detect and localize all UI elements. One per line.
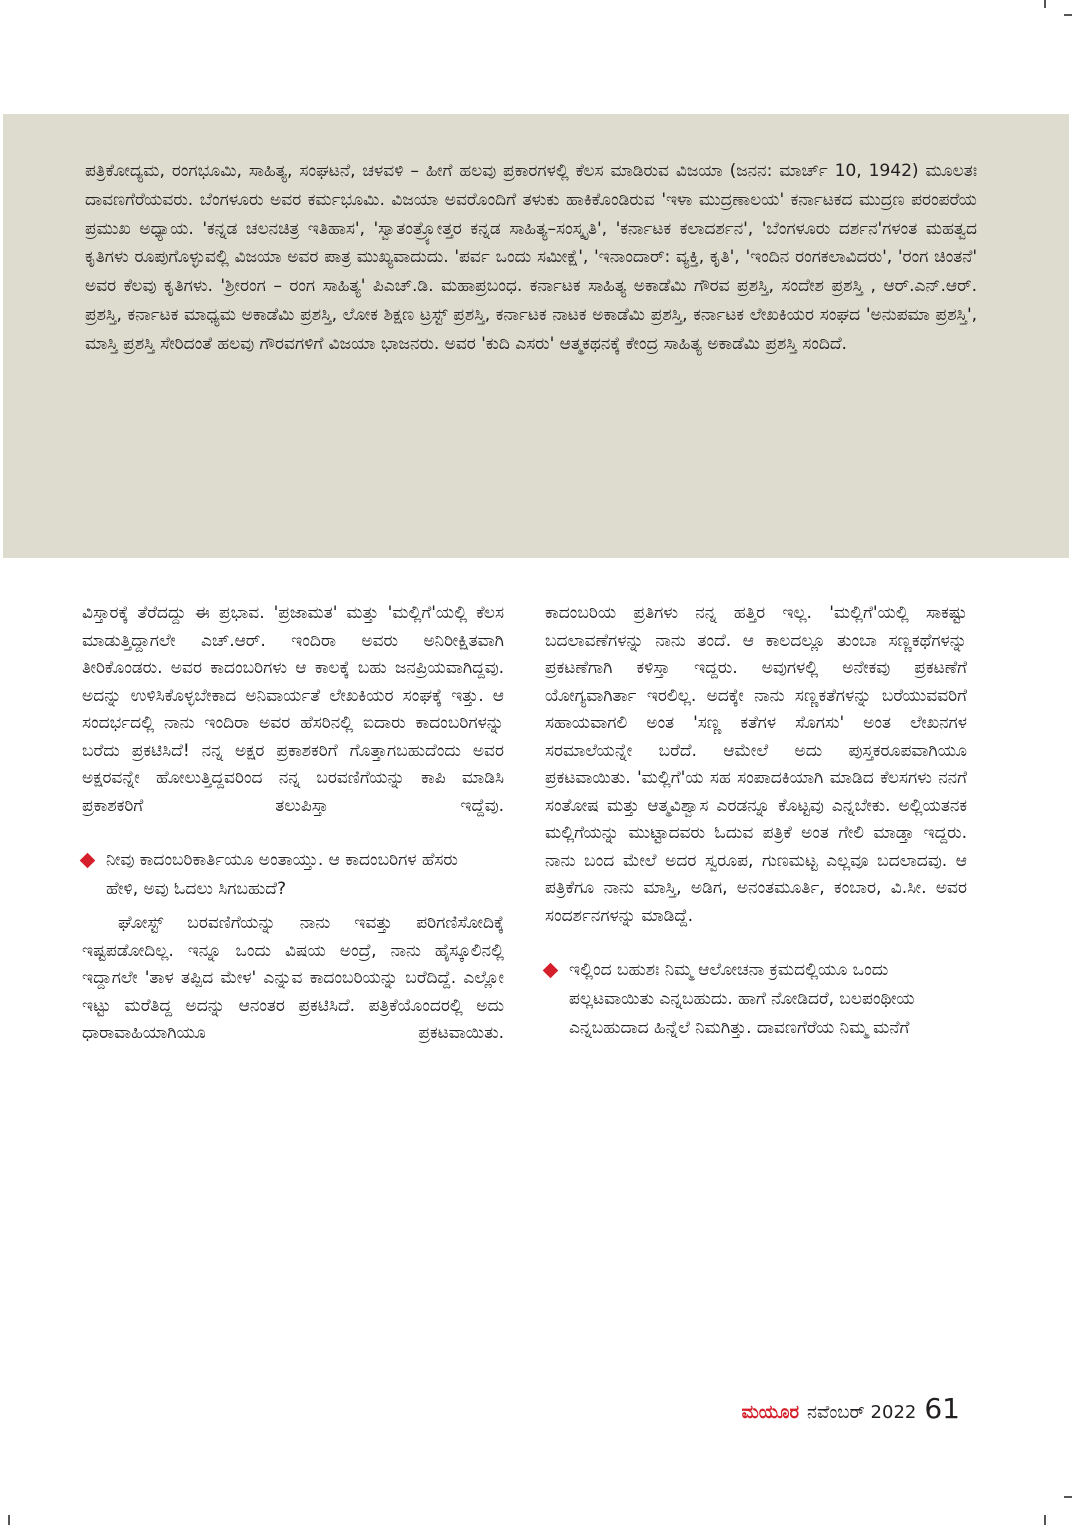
crop-mark <box>1064 14 1072 16</box>
page-number: 61 <box>924 1392 960 1425</box>
crop-mark <box>1044 1515 1046 1525</box>
bio-box <box>3 114 1069 558</box>
page-footer <box>724 1392 960 1432</box>
crop-mark <box>1064 1496 1072 1498</box>
left-column <box>82 600 504 1048</box>
crop-mark <box>1044 0 1046 8</box>
body-paragraph: ವಿಸ್ತಾರಕ್ಕೆ ತೆರೆದದ್ದು ಈ ಪ್ರಭಾವ. 'ಪ್ರಜಾಮತ' ಮತ್ತು 'ಮಲ್ಲಿಗೆ'ಯಲ್ಲಿ ಕೆಲಸ ಮಾಡುತ್ತಿದ್ದಾಗಲೇ ಎಚ್.ಆರ್. ಇಂದಿರಾ ಅವರು ಅನಿರೀಕ್ಷಿತವಾಗಿ ತೀರಿಕೊಂಡರು. ಅವರ ಕಾದಂಬರಿಗಳು ಆ ಕಾಲಕ್ಕೆ ಬಹು ಜನಪ್ರಿಯವಾಗಿದ್ದವು. ಅದನ್ನು ಉಳಿಸಿಕೊಳ್ಳಬೇಕಾದ ಅನಿವಾರ್ಯತೆ ಲೇಖಕಿಯರ ಸಂಘಕ್ಕೆ ಇತ್ತು. ಆ ಸಂದರ್ಭದಲ್ಲಿ ನಾನು ಇಂದಿರಾ ಅವರ ಹೆಸರಿನಲ್ಲಿ ಐದಾರು ಕಾದಂಬರಿಗಳನ್ನು ಬರೆದು ಪ್ರಕಟಿಸಿದೆ! ನನ್ನ ಅಕ್ಷರ ಪ್ರಕಾಶಕರಿಗೆ ಗೊತ್ತಾಗಬಹುದೆಂದು ಅವರ ಅಕ್ಷರವನ್ನೇ ಹೋಲುತ್ತಿದ್ದವರಿಂದ ನನ್ನ ಬರವಣಿಗೆಯನ್ನು ಕಾಪಿ ಮಾಡಿಸಿ ಪ್ರಕಾಶಕರಿಗೆ ತಲುಪಿಸ್ತಾ ಇದ್ದೆವು. <box>82 603 504 816</box>
diamond-bullet-icon <box>80 853 96 869</box>
body-paragraph: ಘೋಸ್ಟ್ ಬರವಣಿಗೆಯನ್ನು ನಾನು ಇವತ್ತು ಪರಿಗಣಿಸೋದಿಕ್ಕೆ ಇಷ್ಟಪಡೋದಿಲ್ಲ. ಇನ್ನೂ ಒಂದು ವಿಷಯ ಅಂದ್ರೆ, ನಾನು ಹೈಸ್ಕೂಲಿನಲ್ಲಿ ಇದ್ದಾಗಲೇ 'ತಾಳ ತಪ್ಪಿದ ಮೇಳ' ಎನ್ನುವ ಕಾದಂಬರಿಯನ್ನು ಬರೆದಿದ್ದೆ. ಎಲ್ಲೋ ಇಟ್ಟು ಮರೆತಿದ್ದ ಅದನ್ನು ಆನಂತರ ಪ್ರಕಟಿಸಿದೆ. ಪತ್ರಿಕೆಯೊಂದರಲ್ಲಿ ಅದು ಧಾರಾವಾಹಿಯಾಗಿಯೂ ಪ್ರಕಟವಾಯಿತು. <box>82 913 504 1043</box>
question-text: ಇಲ್ಲಿಂದ ಬಹುಶಃ ನಿಮ್ಮ ಆಲೋಚನಾ ಕ್ರಮದಲ್ಲಿಯೂ ಒಂದು ಪಲ್ಲಟವಾಯಿತು ಎನ್ನಬಹುದು. ಹಾಗೆ ನೋಡಿದರೆ, ಬಲಪಂಥೀಯ ಎನ್ನಬಹುದಾದ ಹಿನ್ನೆಲೆ ನಿಮಗಿತ್ತು. ದಾವಣಗೆರೆಯ ನಿಮ್ಮ ಮನೆಗೆ <box>569 960 915 1038</box>
interview-question <box>82 846 504 904</box>
question-text: ನೀವು ಕಾದಂಬರಿಕಾರ್ತಿಯೂ ಅಂತಾಯ್ತು. ಆ ಕಾದಂಬರಿಗಳ ಹೆಸರು ಹೇಳಿ, ಅವು ಓದಲು ಸಿಗಬಹುದೆ? <box>106 850 458 899</box>
interview-question <box>545 956 967 1043</box>
diamond-bullet-icon <box>543 963 559 979</box>
right-column <box>545 600 967 1049</box>
crop-mark <box>8 1515 10 1525</box>
body-paragraph: ಕಾದಂಬರಿಯ ಪ್ರತಿಗಳು ನನ್ನ ಹತ್ತಿರ ಇಲ್ಲ. 'ಮಲ್ಲಿಗೆ'ಯಲ್ಲಿ ಸಾಕಷ್ಟು ಬದಲಾವಣೆಗಳನ್ನು ನಾನು ತಂದೆ. ಆ ಕಾಲದಲ್ಲೂ ತುಂಬಾ ಸಣ್ಣಕಥೆಗಳನ್ನು ಪ್ರಕಟಣೆಗಾಗಿ ಕಳಿಸ್ತಾ ಇದ್ದರು. ಅವುಗಳಲ್ಲಿ ಅನೇಕವು ಪ್ರಕಟಣೆಗೆ ಯೋಗ್ಯವಾಗಿರ್ತಾ ಇರಲಿಲ್ಲ. ಅದಕ್ಕೇ ನಾನು ಸಣ್ಣಕತೆಗಳನ್ನು ಬರೆಯುವವರಿಗೆ ಸಹಾಯವಾಗಲಿ ಅಂತ 'ಸಣ್ಣ ಕತೆಗಳ ಸೊಗಸು' ಅಂತ ಲೇಖನಗಳ ಸರಮಾಲೆಯನ್ನೇ ಬರೆದೆ. ಆಮೇಲೆ ಅದು ಪುಸ್ತಕರೂಪವಾಗಿಯೂ ಪ್ರಕಟವಾಯಿತು. 'ಮಲ್ಲಿಗೆ'ಯ ಸಹ ಸಂಪಾದಕಿಯಾಗಿ ಮಾಡಿದ ಕೆಲಸಗಳು ನನಗೆ ಸಂತೋಷ ಮತ್ತು ಆತ್ಮವಿಶ್ವಾಸ ಎರಡನ್ನೂ ಕೊಟ್ಟವು ಎನ್ನಬೇಕು. ಅಲ್ಲಿಯತನಕ ಮಲ್ಲಿಗೆಯನ್ನು ಮುಟ್ಟಾದವರು ಓದುವ ಪತ್ರಿಕೆ ಅಂತ ಗೇಲಿ ಮಾಡ್ತಾ ಇದ್ದರು. ನಾನು ಬಂದ ಮೇಲೆ ಅದರ ಸ್ವರೂಪ, ಗುಣಮಟ್ಟ ಎಲ್ಲವೂ ಬದಲಾದವು. ಆ ಪತ್ರಿಕೆಗೂ ನಾನು ಮಾಸ್ತಿ, ಅಡಿಗ, ಅನಂತಮೂರ್ತಿ, ಕಂಬಾರ, ವಿ.ಸೀ. ಅವರ ಸಂದರ್ಶನಗಳನ್ನು ಮಾಡಿದ್ದೆ. <box>545 603 967 926</box>
issue-date: ನವೆಂಬರ್ 2022 <box>807 1402 917 1423</box>
magazine-logo: ಮಯೂರ <box>741 1402 800 1423</box>
bio-text: ಪತ್ರಿಕೋದ್ಯಮ, ರಂಗಭೂಮಿ, ಸಾಹಿತ್ಯ, ಸಂಘಟನೆ, ಚಳವಳಿ – ಹೀಗೆ ಹಲವು ಪ್ರಕಾರಗಳಲ್ಲಿ ಕೆಲಸ ಮಾಡಿರುವ ವಿಜಯಾ (ಜನನ: ಮಾರ್ಚ್ 10, 1942) ಮೂಲತಃ ದಾವಣಗೆರೆಯವರು. ಬೆಂಗಳೂರು ಅವರ ಕರ್ಮಭೂಮಿ. ವಿಜಯಾ ಅವರೊಂದಿಗೆ ತಳುಕು ಹಾಕಿಕೊಂಡಿರುವ 'ಇಳಾ ಮುದ್ರಣಾಲಯ' ಕರ್ನಾಟಕದ ಮುದ್ರಣ ಪರಂಪರೆಯ ಪ್ರಮುಖ ಅಧ್ಯಾಯ. 'ಕನ್ನಡ ಚಲನಚಿತ್ರ ಇತಿಹಾಸ', 'ಸ್ವಾತಂತ್ರ್ಯೋತ್ತರ ಕನ್ನಡ ಸಾಹಿತ್ಯ–ಸಂಸ್ಕೃತಿ', 'ಕರ್ನಾಟಕ ಕಲಾದರ್ಶನ', 'ಬೆಂಗಳೂರು ದರ್ಶನ'ಗಳಂತ ಮಹತ್ವದ ಕೃತಿಗಳು ರೂಪುಗೊಳ್ಳುವಲ್ಲಿ ವಿಜಯಾ ಅವರ ಪಾತ್ರ ಮುಖ್ಯವಾದುದು. 'ಪರ್ವ ಒಂದು ಸಮೀಕ್ಷೆ', 'ಇನಾಂದಾರ್: ವ್ಯಕ್ತಿ, ಕೃತಿ', 'ಇಂದಿನ ರಂಗಕಲಾವಿದರು', 'ರಂಗ ಚಿಂತನೆ' ಅವರ ಕೆಲವು ಕೃತಿಗಳು. 'ಶ್ರೀರಂಗ – ರಂಗ ಸಾಹಿತ್ಯ' ಪಿಎಚ್.ಡಿ. ಮಹಾಪ್ರಬಂಧ. ಕರ್ನಾಟಕ ಸಾಹಿತ್ಯ ಅಕಾಡೆಮಿ ಗೌರವ ಪ್ರಶಸ್ತಿ, ಸಂದೇಶ ಪ್ರಶಸ್ತಿ , ಆರ್.ಎನ್.ಆರ್. ಪ್ರಶಸ್ತಿ, ಕರ್ನಾಟಕ ಮಾಧ್ಯಮ ಅಕಾಡೆಮಿ ಪ್ರಶಸ್ತಿ, ಲೋಕ ಶಿಕ್ಷಣ ಟ್ರಸ್ಟ್ ಪ್ರಶಸ್ತಿ, ಕರ್ನಾಟಕ ನಾಟಕ ಅಕಾಡೆಮಿ ಪ್ರಶಸ್ತಿ, ಕರ್ನಾಟಕ ಲೇಖಕಿಯರ ಸಂಘದ 'ಅನುಪಮಾ ಪ್ರಶಸ್ತಿ', ಮಾಸ್ತಿ ಪ್ರಶಸ್ತಿ ಸೇರಿದಂತೆ ಹಲವು ಗೌರವಗಳಿಗೆ ವಿಜಯಾ ಭಾಜನರು. ಅವರ 'ಕುದಿ ಎಸರು' ಆತ್ಮಕಥನಕ್ಕೆ ಕೇಂದ್ರ ಸಾಹಿತ್ಯ ಅಕಾಡೆಮಿ ಪ್ರಶಸ್ತಿ ಸಂದಿದೆ. <box>85 161 977 354</box>
